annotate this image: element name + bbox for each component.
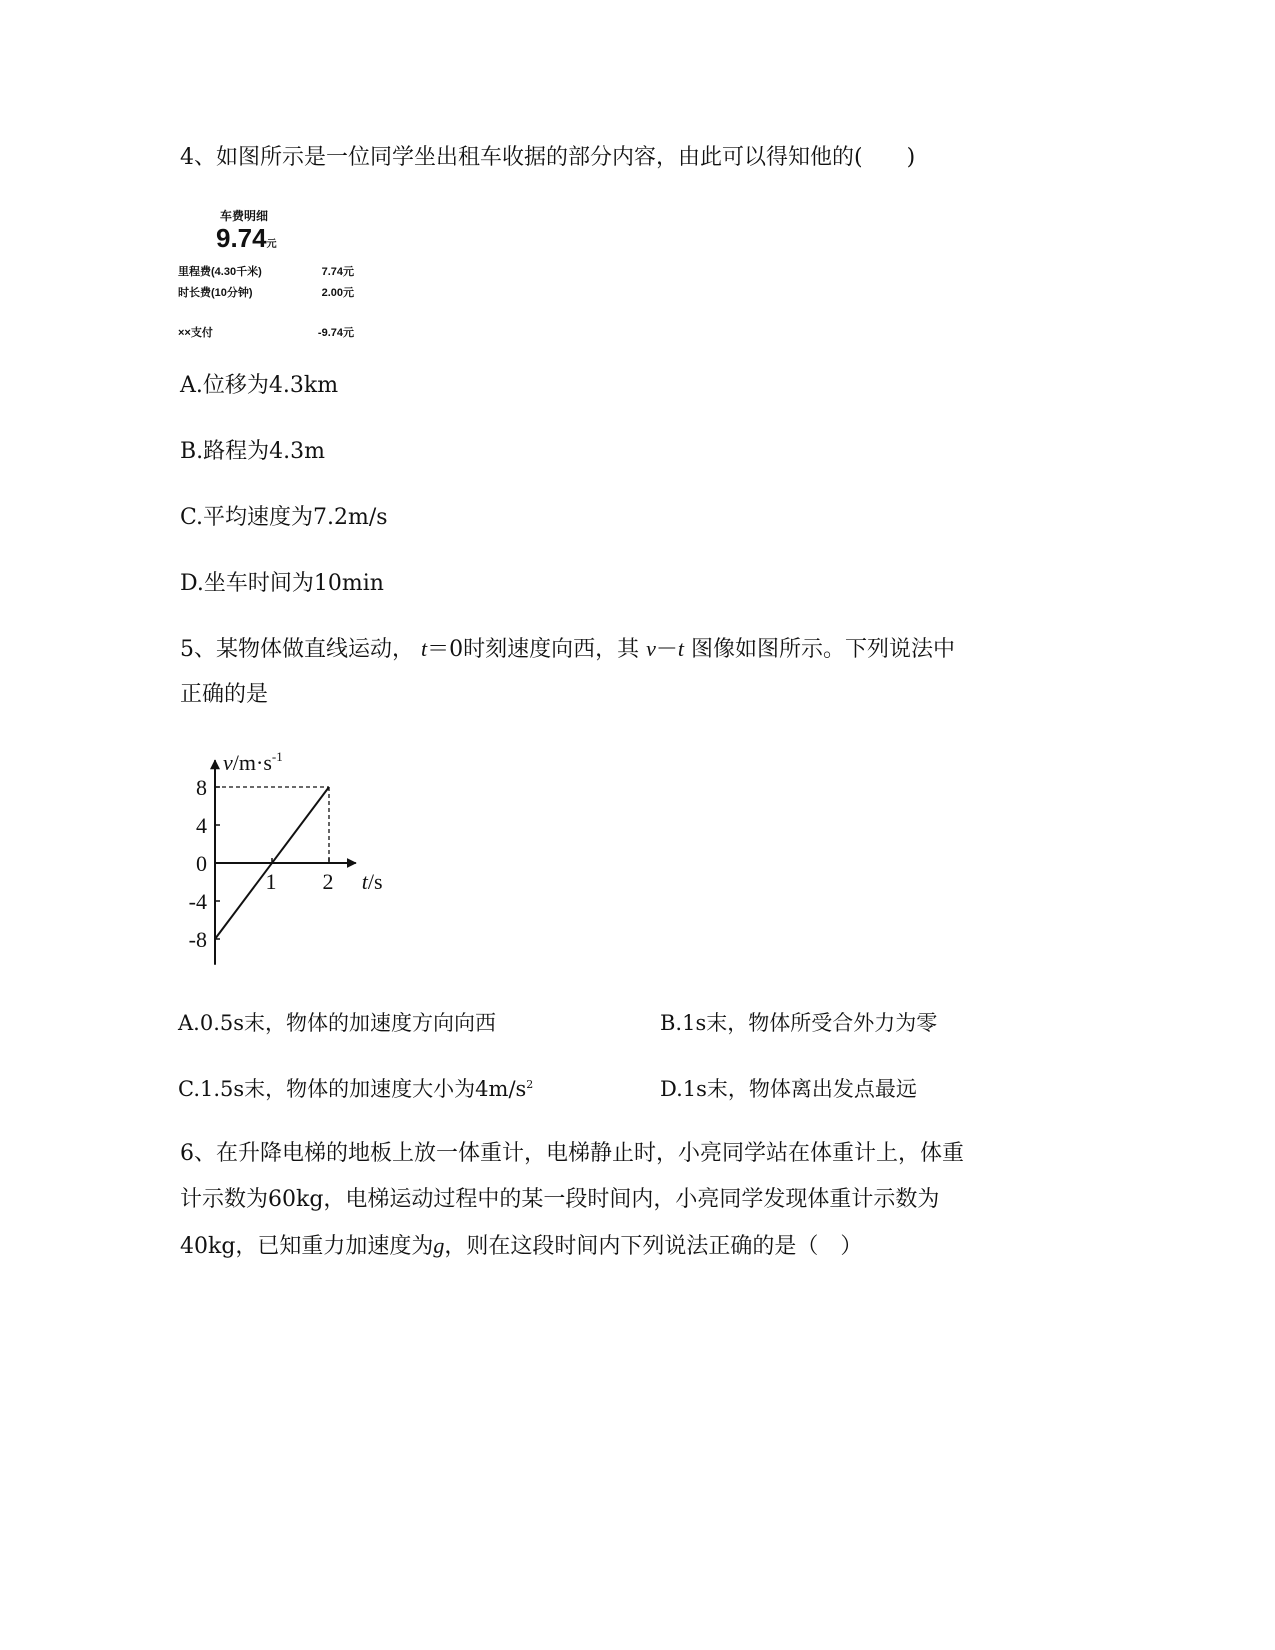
receipt-row-duration <box>178 284 354 300</box>
y-tick-label: -8 <box>188 927 207 952</box>
q6-line3-g: g <box>433 1233 445 1258</box>
q6-line3-prefix: 40kg，已知重力加速度为 <box>180 1234 434 1259</box>
y-tick-label: -4 <box>188 889 207 914</box>
q4-option-d: D.坐车时间为10min <box>180 571 384 596</box>
x-axis-unit: /s <box>367 869 383 894</box>
receipt-row-label: 里程费(4.30千米) <box>178 266 262 278</box>
y-tick-label: 8 <box>196 775 207 800</box>
receipt-row-label: 时长费(10分钟) <box>178 287 253 299</box>
receipt-row-value: 7.74元 <box>321 266 354 278</box>
q5-stem-line2: 正确的是 <box>180 682 269 707</box>
q5-option-d: D.1s末，物体离出发点最远 <box>660 1077 917 1101</box>
x-tick-label: 1 <box>265 869 277 894</box>
q5-stem-end: 图像如图所示。下列说法中 <box>691 637 956 662</box>
x-tick-label: 2 <box>322 869 334 894</box>
y-tick-label: 0 <box>196 851 207 876</box>
receipt-amount <box>216 223 277 254</box>
receipt-row-mileage <box>178 263 354 279</box>
q5-option-a: A.0.5s末，物体的加速度方向向西 <box>178 1011 497 1035</box>
q5-stem-t2: t <box>677 636 685 661</box>
q6-stem-line2: 计示数为60kg，电梯运动过程中的某一段时间内，小亮同学发现体重计示数为 <box>180 1187 940 1212</box>
q6-stem-line3 <box>180 1231 862 1262</box>
q5-option-c <box>178 1074 533 1104</box>
receipt-title: 车费明细 <box>220 209 269 223</box>
receipt-row-value: -9.74元 <box>317 327 354 339</box>
receipt-row-payment <box>178 324 354 340</box>
q5-stem-line1 <box>180 634 955 665</box>
y-axis-var: v <box>223 750 233 775</box>
q5-stem-v: v <box>646 636 656 661</box>
receipt-amount-unit: 元 <box>266 239 277 250</box>
q5-stem-t: t <box>421 636 428 661</box>
receipt-row-label: ××支付 <box>178 327 213 339</box>
q5-stem-mid: ＝0时刻速度向西，其 <box>427 637 640 662</box>
q4-option-c: C.平均速度为7.2m/s <box>180 505 388 530</box>
q6-line3-suffix: ，则在这段时间内下列说法正确的是（ ） <box>444 1234 863 1259</box>
q5-stem-prefix: 5、某物体做直线运动， <box>180 637 414 662</box>
q4-stem: 4、如图所示是一位同学坐出租车收据的部分内容，由此可以得知他的( ) <box>180 145 916 170</box>
y-tick-label: 4 <box>196 813 207 838</box>
q6-stem-line1: 6、在升降电梯的地板上放一体重计，电梯静止时，小亮同学站在体重计上，体重 <box>180 1141 964 1166</box>
x-axis-var: t <box>361 869 368 894</box>
receipt-row-value: 2.00元 <box>321 287 354 299</box>
y-axis-unit: /m·s <box>232 750 272 775</box>
vt-graph <box>175 738 405 978</box>
q5-option-c-text: C.1.5s末，物体的加速度大小为4m/s <box>178 1077 527 1101</box>
x-axis-label <box>362 869 383 894</box>
y-axis-label <box>223 749 283 775</box>
q4-option-a: A.位移为4.3km <box>180 373 339 398</box>
q5-option-b: B.1s末，物体所受合外力为零 <box>660 1011 938 1035</box>
q5-stem-dash: － <box>655 637 678 662</box>
taxi-receipt-image <box>178 205 378 345</box>
receipt-amount-value: 9.74 <box>216 223 267 253</box>
q5-option-c-sup: 2 <box>526 1078 534 1091</box>
dashed-guides <box>215 787 329 863</box>
q4-option-b: B.路程为4.3m <box>180 439 326 464</box>
y-axis-exp: -1 <box>271 749 283 764</box>
